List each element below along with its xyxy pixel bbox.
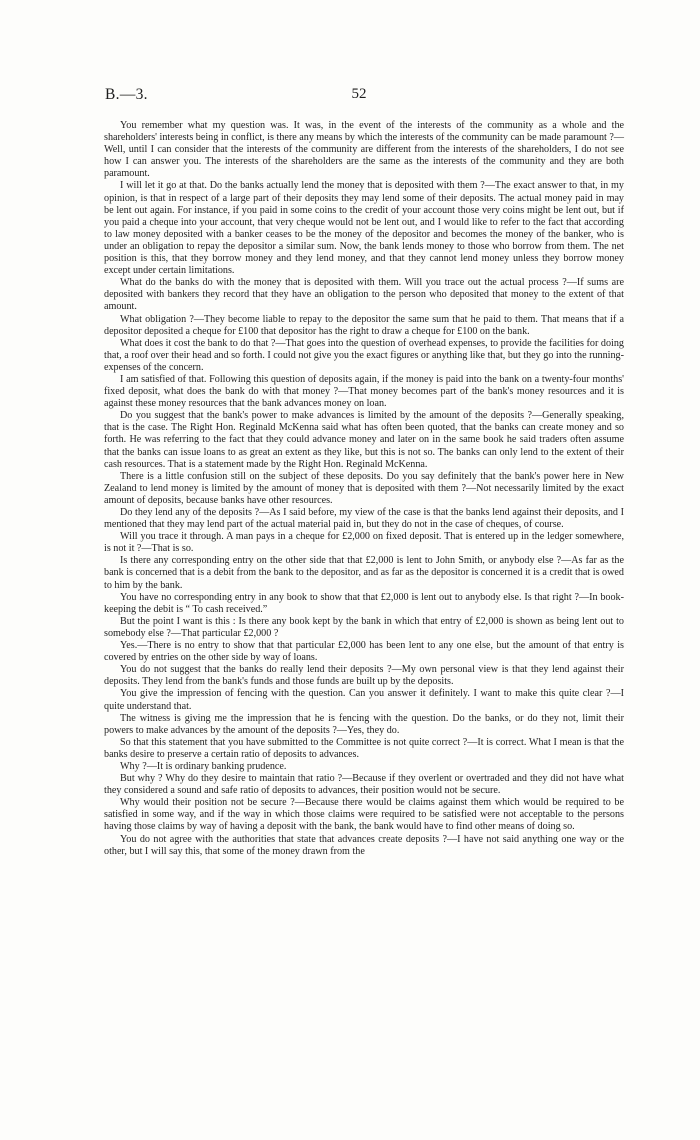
paragraph: What do the banks do with the money that is deposited with them. Will you trace out the actual process ?—If sums are deposited with bankers they record that they have an obligation to the person who deposited that money to the extent of that amount. [104, 277, 624, 313]
body-text [104, 120, 624, 858]
paragraph: Do they lend any of the deposits ?—As I said before, my view of the case is that the banks lend against their deposits, and I mentioned that they may lend part of the actual material paid in, but they do not in the case of cheques, of course. [104, 507, 624, 531]
paragraph: I will let it go at that. Do the banks actually lend the money that is deposited with them ?—The exact answer to that, in my opinion, is that in respect of a large part of their deposits they may lend some of their deposits. The actual money paid in may be lent out again. For instance, if you paid in some coins to the credit of your account those very coins might be lent out, but if you paid a cheque into your account, that very cheque would not be lent out, and I would like to refer to the fact that according to law money deposited with a banker ceases to be the money of the depositor and becomes the money of the banker, who is under an obligation to repay the depositor a similar sum. Now, the bank lends money to those who borrow from them. The net position is this, that they borrow money and they lend money, and that they cannot lend money unless they borrow money except under certain limitations. [104, 180, 624, 277]
paragraph: But why ? Why do they desire to maintain that ratio ?—Because if they overlent or overtraded and they did not have what they considered a sound and safe ratio of deposits to advances, their position would not be secure. [104, 773, 624, 797]
paragraph: There is a little confusion still on the subject of these deposits. Do you say definitely that the bank's power here in New Zealand to lend money is limited by the amount of money that is deposited with them ?—Not necessarily limited by the exact amount of deposits, because banks have other resources. [104, 470, 624, 506]
paragraph: You give the impression of fencing with the question. Can you answer it definitely. I want to make this quite clear ?—I quite understand that. [104, 688, 624, 712]
paragraph: Why would their position not be secure ?—Because there would be claims against them which would be required to be satisfied in some way, and if the way in which those claims were required to be satisfied were not acceptable to the persons having those claims by way of having a deposit with the bank, the bank would have to find other means of doing so. [104, 797, 624, 833]
paragraph: Is there any corresponding entry on the other side that that £2,000 is lent to John Smith, or anybody else ?—As far as the bank is concerned that is a debit from the bank to the depositor, and as far as the depositor is concerned it is a credit that is owed to him by the bank. [104, 555, 624, 591]
paragraph: You remember what my question was. It was, in the event of the interests of the community as a whole and the shareholders' interests being in conflict, is there any means by which the interests of the community can be made paramount ?—Well, until I can consider that the interests of the community are different from the interests of the shareholders, I do not see how I can answer you. The interests of the shareholders are the same as the interests of the community and they are both paramount. [104, 120, 625, 180]
paragraph: You do not agree with the authorities that state that advances create deposits ?—I have not said anything one way or the other, but I will say this, that some of the money drawn from the [104, 833, 624, 857]
paragraph: The witness is giving me the impression that he is fencing with the question. Do the banks, or do they not, limit their powers to make advances by the amount of the deposits ?—Yes, they do. [104, 712, 624, 736]
paragraph: Do you suggest that the bank's power to make advances is limited by the amount of the deposits ?—Generally speaking, that is the case. The Right Hon. Reginald McKenna said what has often been quoted, that the banks can create money and so forth. He was referring to the fact that they could advance money and later on in the same book he said traders often assume that the banks can issue loans to as great an extent as they like, but this is not so. The banks can only lend to the extent of their cash resources. That is a statement made by the Right Hon. Reginald McKenna. [104, 410, 624, 470]
paragraph: I am satisfied of that. Following this question of deposits again, if the money is paid into the bank on a twenty-four months' fixed deposit, what does the bank do with that money ?—That money becomes part of the bank's money resources and it is against these money resources that the bank advances money on loan. [104, 373, 624, 410]
paragraph: So that this statement that you have submitted to the Committee is not quite correct ?—It is correct. What I mean is that the banks desire to preserve a certain ratio of deposits to advances. [104, 736, 624, 760]
paragraph: But the point I want is this : Is there any book kept by the bank in which that entry of £2,000 is shown as being lent out to somebody else ?—That particular £2,000 ? [104, 615, 624, 639]
paragraph: What does it cost the bank to do that ?—That goes into the question of overhead expenses, to provide the facilities for doing that, a roof over their head and so forth. I could not give you the exact figures or anything like that, but they go into the running-expenses of the concern. [104, 337, 624, 373]
paragraph: Yes.—There is no entry to show that that particular £2,000 has been lent to any one else, but the amount of that entry is covered by entries on the other side by way of loans. [104, 640, 624, 664]
page-number: 52 [351, 86, 367, 102]
paragraph: You do not suggest that the banks do really lend their deposits ?—My own personal view is that they lend against their deposits. They lend from the bank's funds and those funds are built up by the deposits. [104, 664, 624, 688]
paragraph: You have no corresponding entry in any book to show that that £2,000 is lent out to anybody else. Is that right ?—In book-keeping the debit is “ To cash received.” [104, 591, 624, 615]
paragraph: What obligation ?—They become liable to repay to the depositor the same sum that he paid to them. That means that if a depositor deposited a cheque for £100 that depositor has the right to draw a cheque for £100 on the bank. [104, 313, 624, 337]
paragraph: Will you trace it through. A man pays in a cheque for £2,000 on fixed deposit. That is entered up in the ledger somewhere, is not it ?—That is so. [104, 531, 624, 555]
parliamentary-paper-reference: B.—3. [105, 86, 148, 103]
paragraph: Why ?—It is ordinary banking prudence. [120, 760, 287, 772]
